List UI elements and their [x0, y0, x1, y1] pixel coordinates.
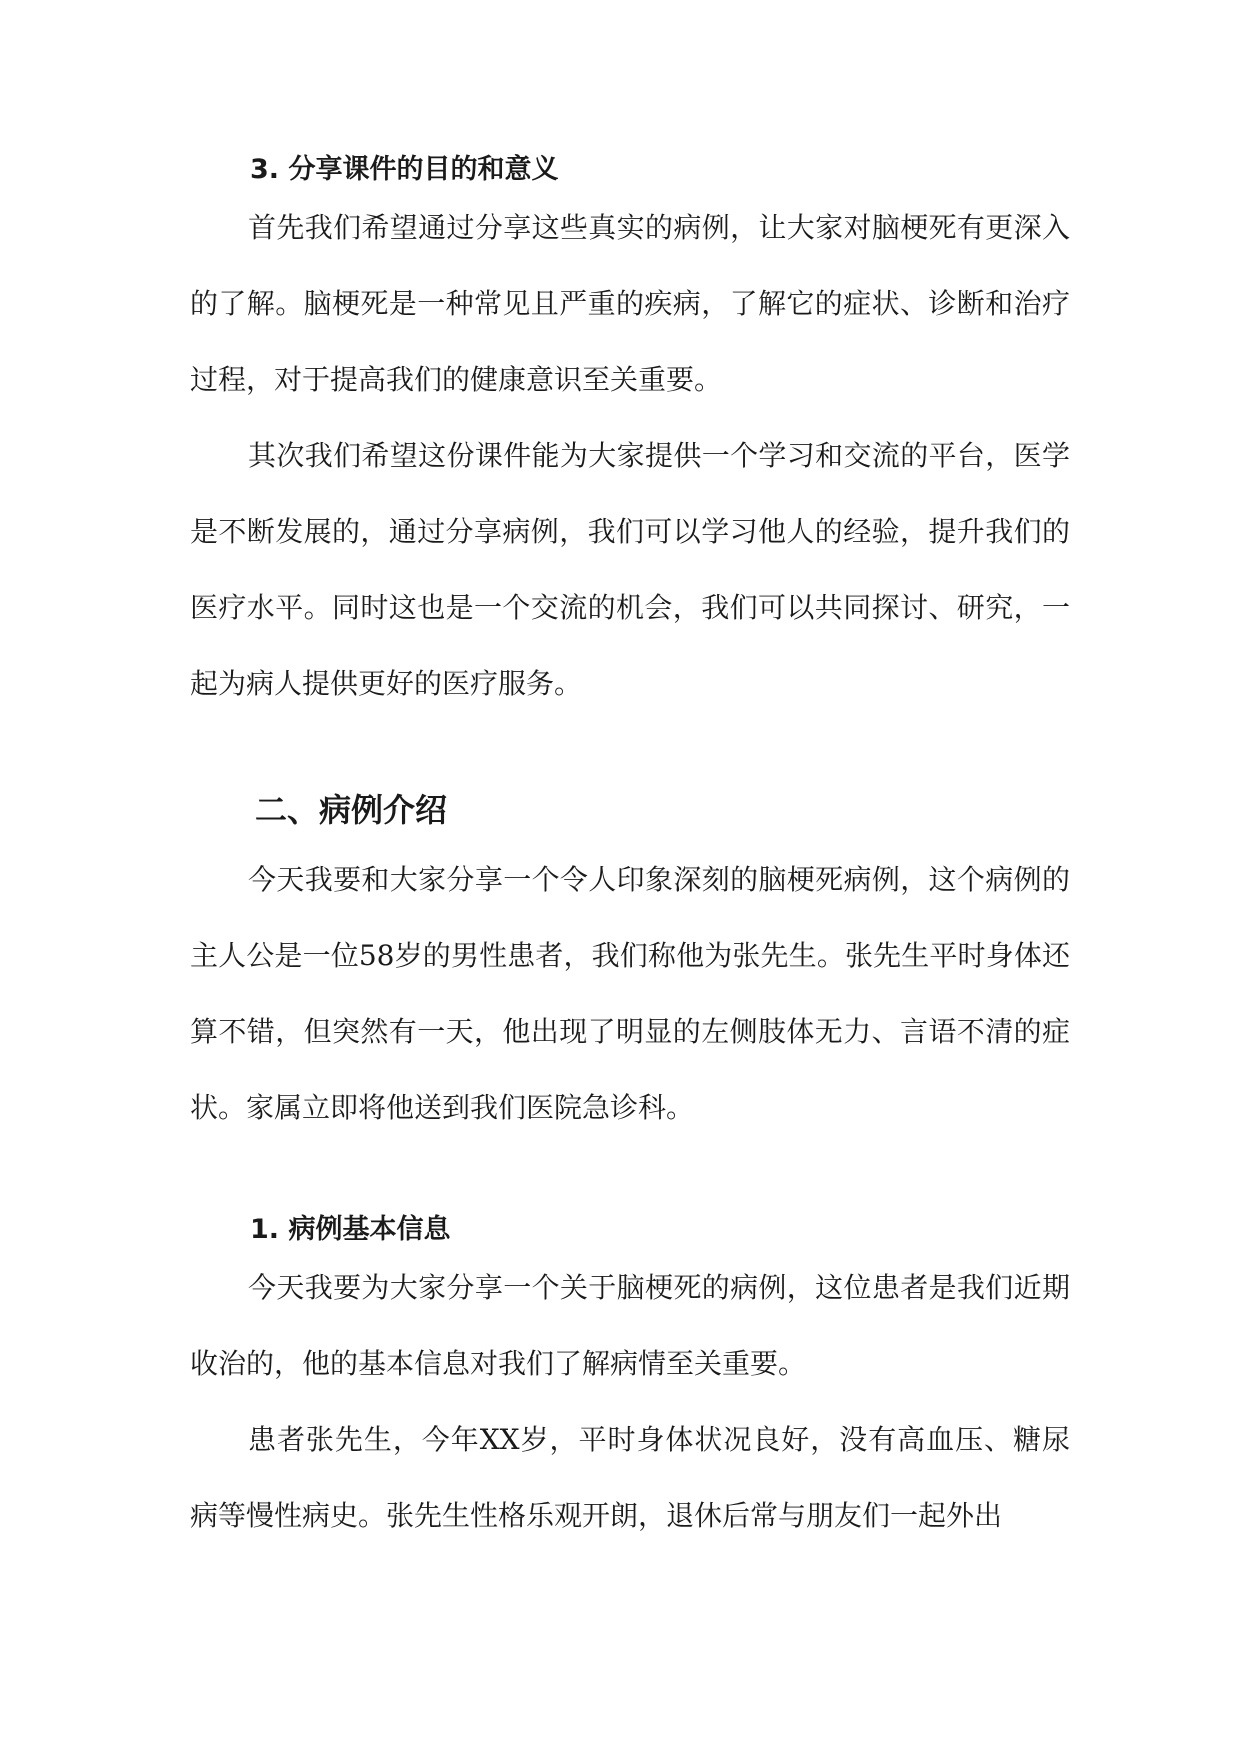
section-heading-basic-info: 1. 病例基本信息	[250, 1214, 451, 1245]
paragraph-purpose-2: 其次我们希望这份课件能为大家提供一个学习和交流的平台，医学是不断发展的，通过分享病例，我们可以学习他人的经验，提升我们的医疗水平。同时这也是一个交流的机会，我们可以共同探讨、研究，一起为病人提供更好的医疗服务。	[190, 439, 1070, 700]
paragraph-case-intro-1: 今天我要和大家分享一个令人印象深刻的脑梗死病例，这个病例的主人公是一位58岁的男性患者，我们称他为张先生。张先生平时身体还算不错，但突然有一天，他出现了明显的左侧肢体无力、言语不清的症状。家属立即将他送到我们医院急诊科。	[190, 863, 1070, 1124]
section-heading-case-intro: 二、病例介绍	[255, 791, 448, 829]
paragraph-purpose-1: 首先我们希望通过分享这些真实的病例，让大家对脑梗死有更深入的了解。脑梗死是一种常见且严重的疾病，了解它的症状、诊断和治疗过程，对于提高我们的健康意识至关重要。	[190, 211, 1070, 396]
section-heading-purpose: 3. 分享课件的目的和意义	[250, 154, 559, 185]
paragraph-basic-info-1: 今天我要为大家分享一个关于脑梗死的病例，这位患者是我们近期收治的，他的基本信息对我们了解病情至关重要。	[190, 1271, 1070, 1380]
paragraph-basic-info-2: 患者张先生，今年XX岁，平时身体状况良好，没有高血压、糖尿病等慢性病史。张先生性格乐观开朗，退休后常与朋友们一起外出	[190, 1423, 1070, 1532]
